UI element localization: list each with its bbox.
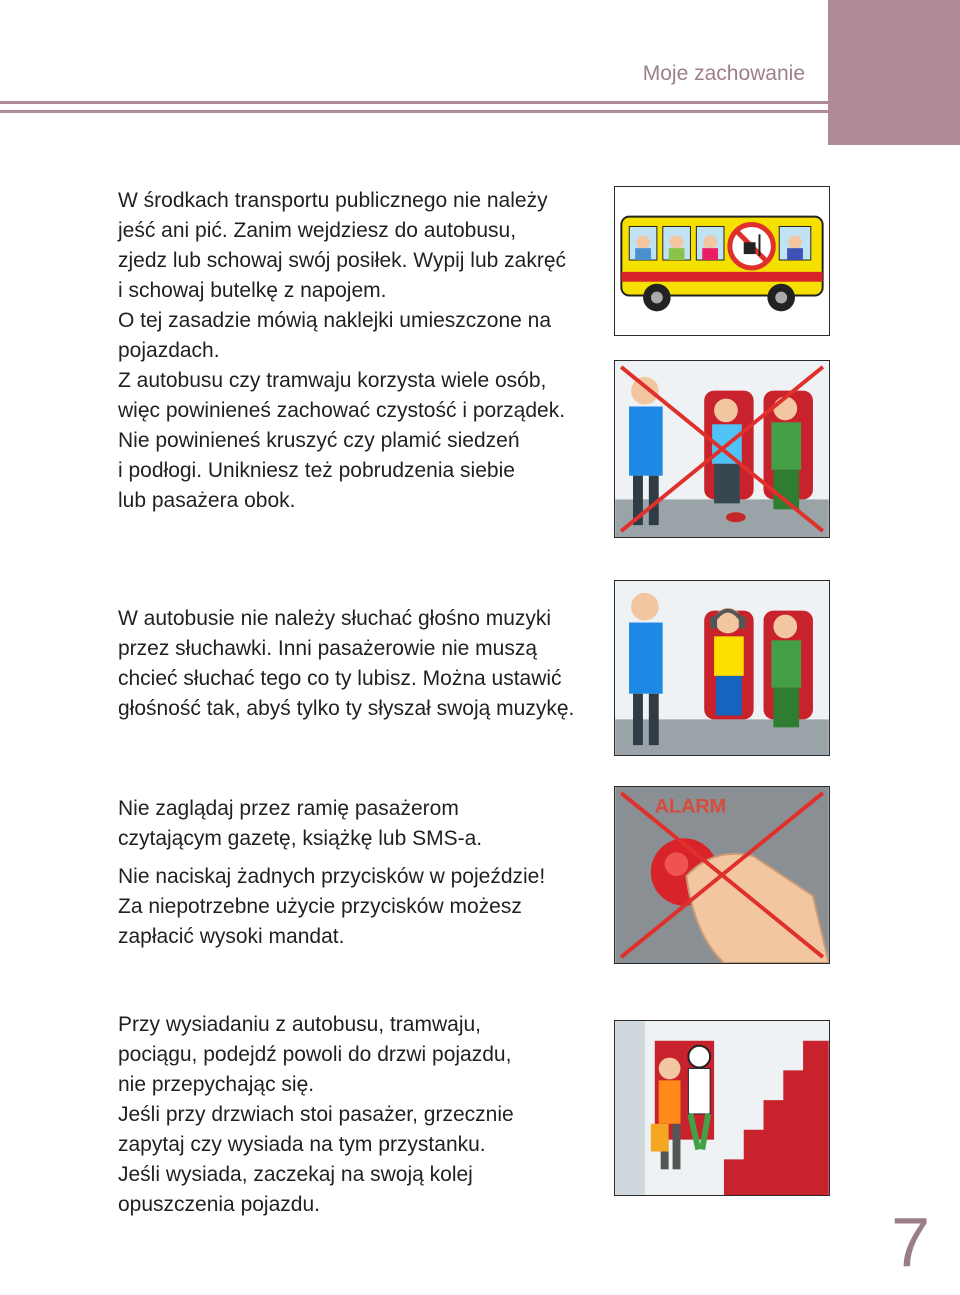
text-line: zjedz lub schowaj swój posiłek. Wypij lub zakręć	[118, 249, 566, 272]
text-line: opuszczenia pojazdu.	[118, 1193, 320, 1216]
text-line: Za niepotrzebne użycie przycisków możesz	[118, 895, 522, 918]
text-line: zapłacić wysoki mandat.	[118, 925, 345, 948]
exit-queue-illustration	[614, 1020, 830, 1196]
running-header: Moje zachowanie	[642, 62, 805, 85]
text-line: pociągu, podejdź powoli do drzwi pojazdu,	[118, 1043, 512, 1066]
text-line: i podłogi. Unikniesz też pobrudzenia siebie	[118, 459, 515, 482]
text-line: lub pasażera obok.	[118, 489, 296, 512]
eating-on-bus-illustration	[614, 360, 830, 538]
text-line: Nie powinieneś kruszyć czy plamić siedzeń	[118, 429, 520, 452]
text-line: Z autobusu czy tramwaju korzysta wiele osób,	[118, 369, 547, 392]
alarm-button-illustration	[614, 786, 830, 964]
header-rule-secondary	[0, 110, 960, 113]
text-line: Nie zaglądaj przez ramię pasażerom	[118, 797, 459, 820]
header-rule	[0, 101, 960, 104]
section-eating-text	[118, 186, 566, 516]
text-line: O tej zasadzie mówią naklejki umieszczone na	[118, 309, 552, 332]
corner-tab	[828, 0, 960, 145]
page-number: 7	[891, 1203, 930, 1281]
text-line: Przy wysiadaniu z autobusu, tramwaju,	[118, 1013, 481, 1036]
section-music-text	[118, 604, 574, 724]
headphones-illustration	[614, 580, 830, 756]
alarm-label: ALARM	[654, 795, 727, 818]
section-exit-text	[118, 1010, 514, 1220]
text-line: nie przepychając się.	[118, 1073, 315, 1096]
text-line: Jeśli przy drzwiach stoi pasażer, grzecznie	[118, 1103, 514, 1126]
text-line: chcieć słuchać tego co ty lubisz. Można ustawić	[118, 667, 562, 690]
text-line: Nie naciskaj żadnych przycisków w pojeździe!	[118, 865, 546, 888]
text-line: i schowaj butelkę z napojem.	[118, 279, 387, 302]
text-line: przez słuchawki. Inni pasażerowie nie muszą	[118, 637, 538, 660]
text-line: więc powinieneś zachować czystość i porządek.	[118, 399, 566, 422]
bus-no-eating-illustration	[614, 186, 830, 336]
text-line: W środkach transportu publicznego nie należy	[118, 189, 548, 212]
text-line: W autobusie nie należy słuchać głośno muzyki	[118, 607, 552, 630]
text-line: czytającym gazetę, książkę lub SMS-a.	[118, 827, 483, 850]
text-line: głośność tak, abyś tylko ty słyszał swoją muzykę.	[118, 697, 575, 720]
text-line: jeść ani pić. Zanim wejdziesz do autobusu,	[118, 219, 517, 242]
text-line: Jeśli wysiada, zaczekaj na swoją kolej	[118, 1163, 473, 1186]
text-line: zapytaj czy wysiada na tym przystanku.	[118, 1133, 486, 1156]
section-buttons-text	[118, 794, 545, 952]
text-line: pojazdach.	[118, 339, 220, 362]
